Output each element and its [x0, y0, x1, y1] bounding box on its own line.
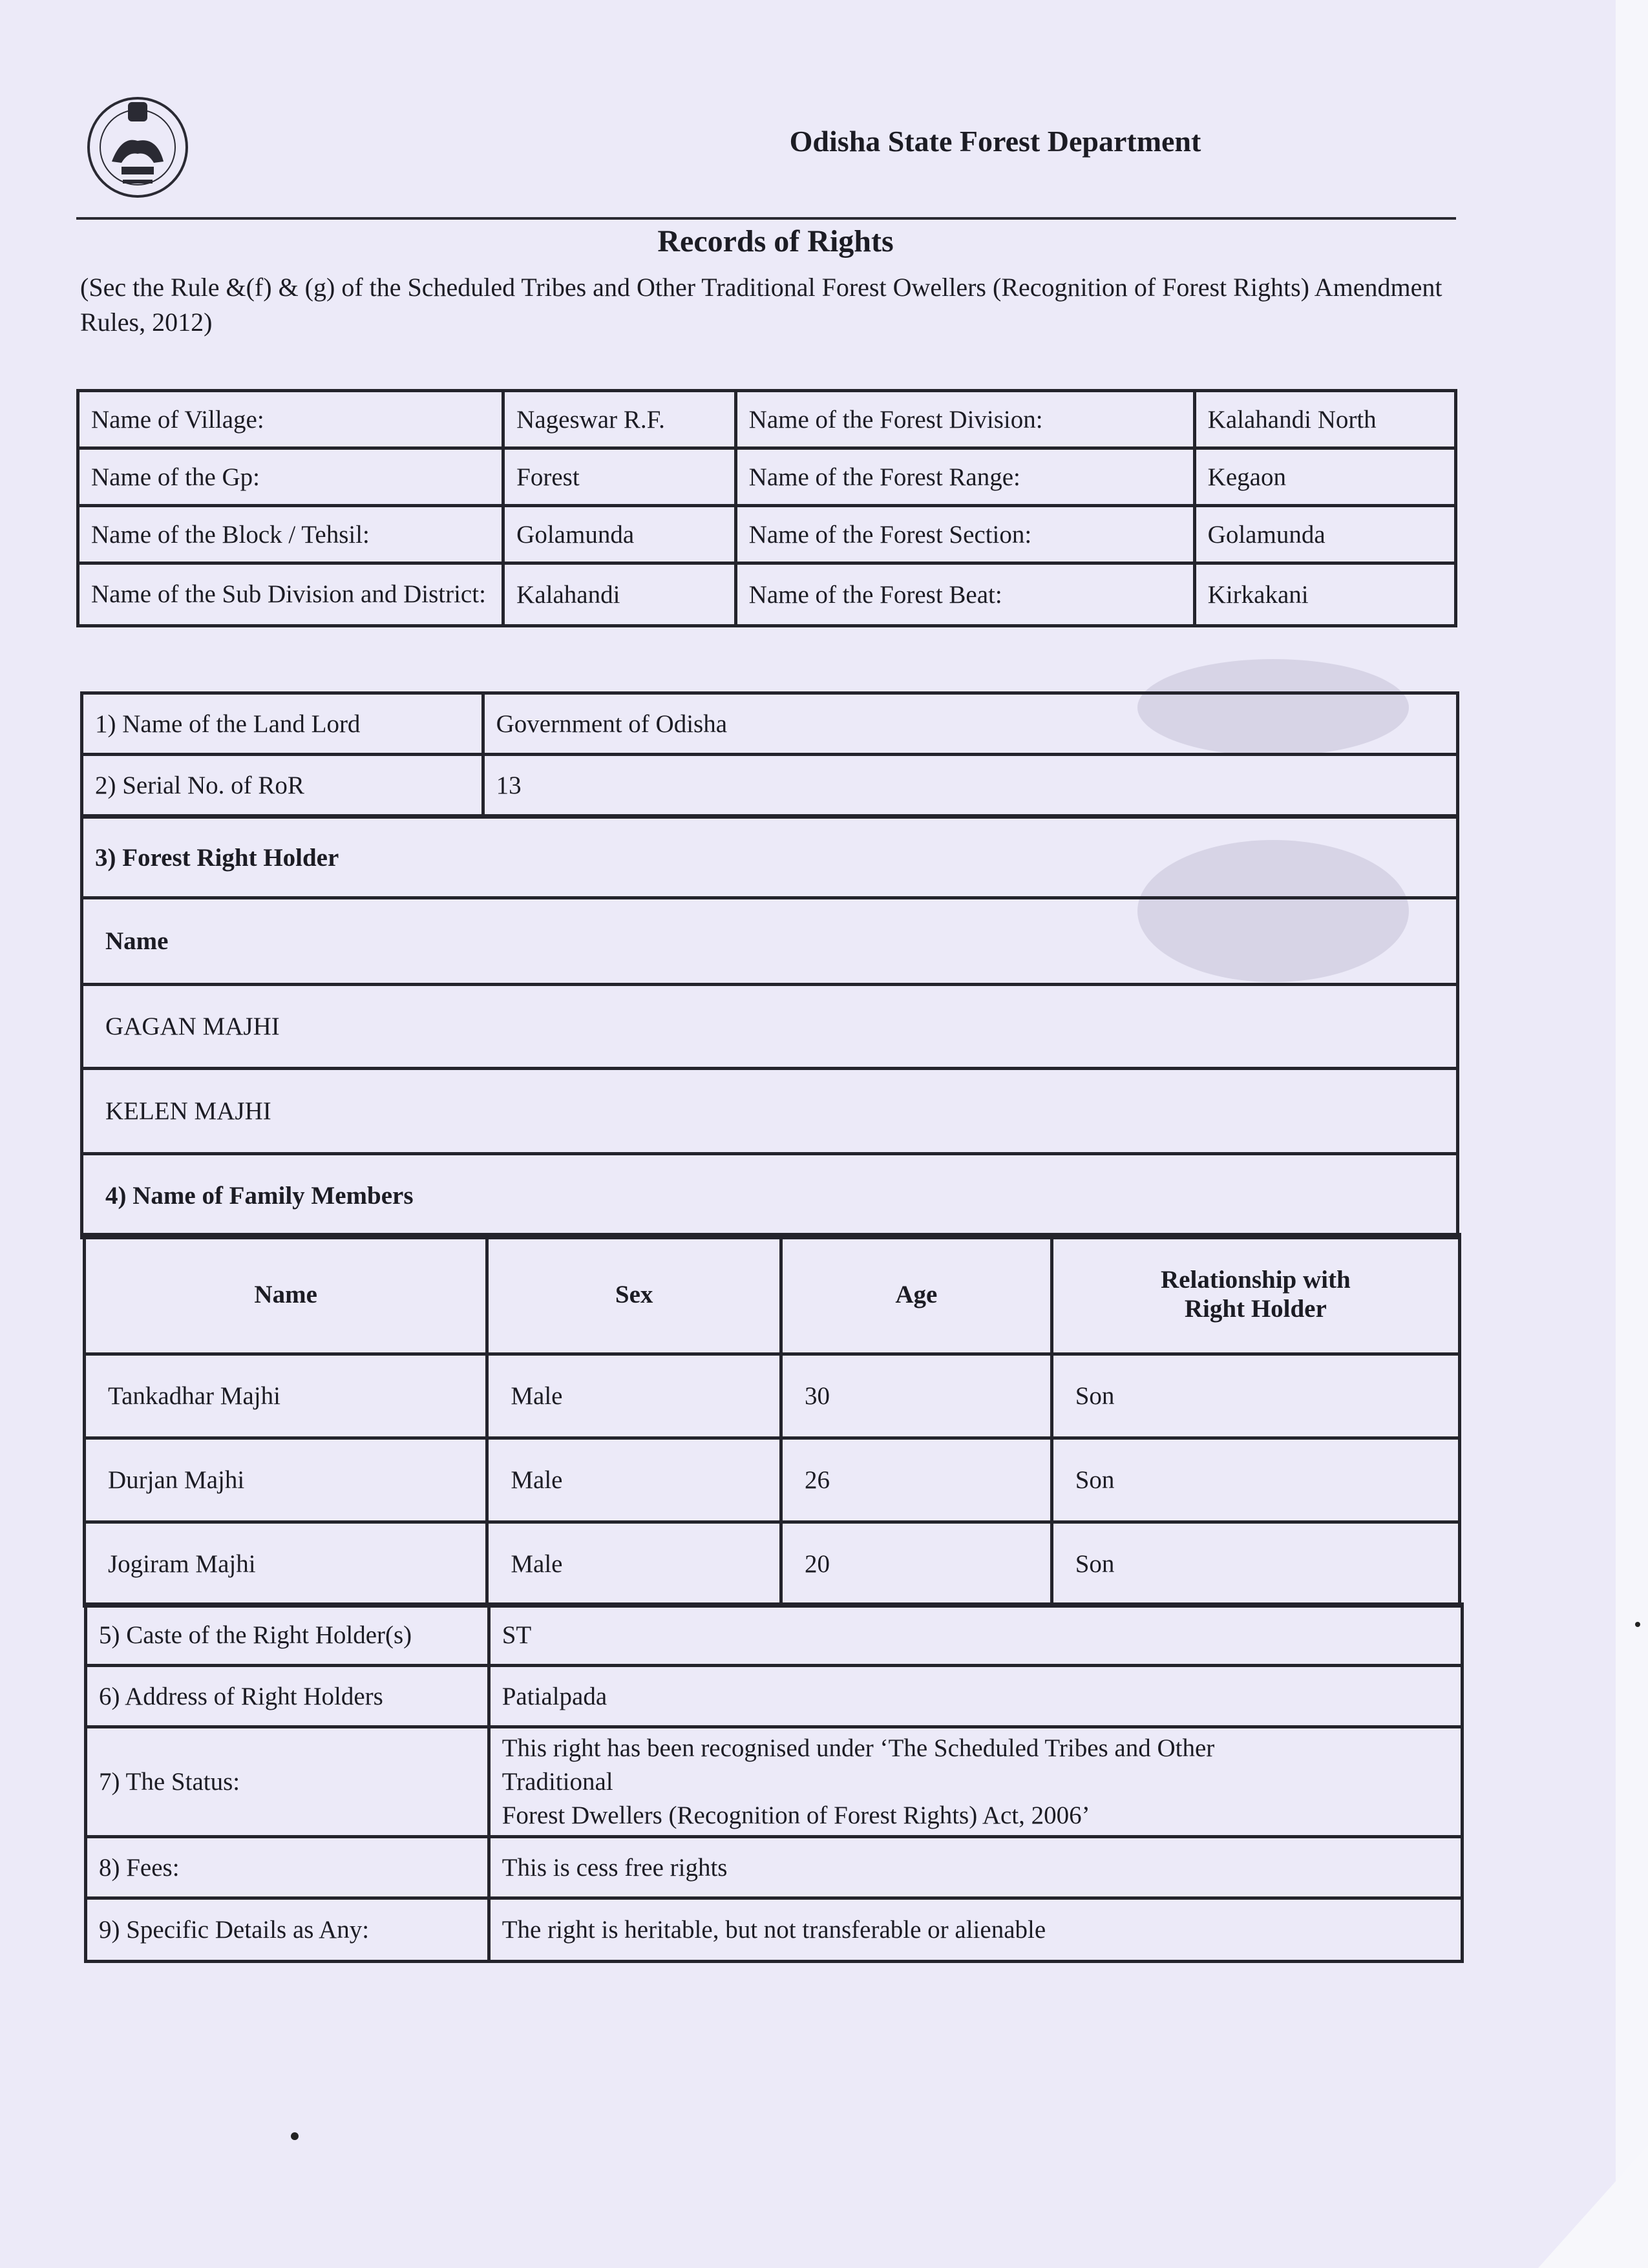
holder-name: GAGAN MAJHI — [82, 985, 1458, 1069]
specific-details-label: 9) Specific Details as Any: — [86, 1898, 489, 1962]
table-row — [85, 1438, 1460, 1522]
table-row — [82, 755, 1458, 816]
family-members-table — [83, 1233, 1461, 1608]
table-header-row — [85, 1235, 1460, 1354]
table-row — [78, 563, 1456, 626]
header-divider — [76, 217, 1456, 220]
holder-name: KELEN MAJHI — [82, 1069, 1458, 1154]
folded-corner — [1538, 2145, 1648, 2268]
landlord-value: Government of Odisha — [483, 693, 1457, 755]
fees-value: This is cess free rights — [489, 1837, 1462, 1898]
member-name: Tankadhar Majhi — [85, 1354, 487, 1438]
member-age: 30 — [781, 1354, 1052, 1438]
member-sex: Male — [487, 1522, 781, 1606]
block-tehsil-value: Golamunda — [503, 506, 735, 563]
fees-label: 8) Fees: — [86, 1837, 489, 1898]
member-age: 26 — [781, 1438, 1052, 1522]
table-row — [86, 1837, 1463, 1898]
serial-value: 13 — [483, 755, 1457, 816]
rights-details-table — [84, 1602, 1464, 1963]
table-row — [86, 1604, 1463, 1666]
family-members-heading: 4) Name of Family Members — [82, 1154, 1458, 1238]
column-header-name: Name — [85, 1235, 487, 1354]
forest-division-value: Kalahandi North — [1194, 391, 1455, 448]
member-name: Jogiram Majhi — [85, 1522, 487, 1606]
document-title: Records of Rights — [657, 224, 894, 258]
caste-value: ST — [489, 1604, 1462, 1666]
table-row — [82, 817, 1458, 898]
village-value: Nageswar R.F. — [503, 391, 735, 448]
rule-preamble: (Sec the Rule &(f) & (g) of the Scheduled Tribes and Other Traditional Forest Owellers (Recognition of Forest Rights) Amendment Rules, 2012) — [80, 273, 1442, 337]
village-label: Name of Village: — [78, 391, 503, 448]
column-header-age: Age — [781, 1235, 1052, 1354]
caste-label: 5) Caste of the Right Holder(s) — [86, 1604, 489, 1666]
table-row — [85, 1522, 1460, 1606]
status-line: This right has been recognised under ‘The Scheduled Tribes and Other — [502, 1734, 1215, 1762]
table-row — [82, 1069, 1458, 1154]
table-row — [82, 985, 1458, 1069]
subdivision-district-label: Name of the Sub Division and District: — [78, 563, 503, 626]
holder-name-heading: Name — [82, 898, 1458, 985]
serial-label: 2) Serial No. of RoR — [82, 755, 483, 816]
address-value: Patialpada — [489, 1666, 1462, 1727]
member-relationship: Son — [1051, 1522, 1459, 1606]
page-edge — [1616, 0, 1648, 2268]
status-label: 7) The Status: — [86, 1727, 489, 1837]
table-row — [82, 1154, 1458, 1238]
forest-beat-value: Kirkakani — [1194, 563, 1455, 626]
address-label: 6) Address of Right Holders — [86, 1666, 489, 1727]
status-line: Traditional — [502, 1767, 613, 1796]
table-row — [86, 1666, 1463, 1727]
table-row — [82, 898, 1458, 985]
table-row — [78, 448, 1456, 506]
gp-value: Forest — [503, 448, 735, 506]
table-row — [78, 506, 1456, 563]
gp-label: Name of the Gp: — [78, 448, 503, 506]
subdivision-district-value: Kalahandi — [503, 563, 735, 626]
right-holder-table — [80, 815, 1459, 1239]
forest-right-holder-heading: 3) Forest Right Holder — [82, 817, 1458, 898]
ink-speck — [1635, 1622, 1640, 1627]
forest-section-value: Golamunda — [1194, 506, 1455, 563]
block-tehsil-label: Name of the Block / Tehsil: — [78, 506, 503, 563]
location-table — [76, 389, 1457, 627]
forest-section-label: Name of the Forest Section: — [735, 506, 1194, 563]
member-name: Durjan Majhi — [85, 1438, 487, 1522]
member-relationship: Son — [1051, 1354, 1459, 1438]
member-age: 20 — [781, 1522, 1052, 1606]
member-sex: Male — [487, 1354, 781, 1438]
table-row — [78, 391, 1456, 448]
specific-details-value: The right is heritable, but not transferable or alienable — [489, 1898, 1462, 1962]
forest-range-label: Name of the Forest Range: — [735, 448, 1194, 506]
forest-range-value: Kegaon — [1194, 448, 1455, 506]
table-row — [86, 1727, 1463, 1837]
table-row — [86, 1898, 1463, 1962]
table-row — [85, 1354, 1460, 1438]
landlord-table — [80, 691, 1459, 817]
ink-speck — [291, 2132, 299, 2140]
column-header-relationship: Relationship with Right Holder — [1051, 1235, 1459, 1354]
column-header-sex: Sex — [487, 1235, 781, 1354]
status-line: Forest Dwellers (Recognition of Forest Rights) Act, 2006’ — [502, 1801, 1090, 1829]
department-title: Odisha State Forest Department — [789, 125, 1201, 158]
forest-division-label: Name of the Forest Division: — [735, 391, 1194, 448]
landlord-label: 1) Name of the Land Lord — [82, 693, 483, 755]
status-value — [489, 1727, 1462, 1837]
table-row — [82, 693, 1458, 755]
member-relationship: Son — [1051, 1438, 1459, 1522]
forest-beat-label: Name of the Forest Beat: — [735, 563, 1194, 626]
member-sex: Male — [487, 1438, 781, 1522]
